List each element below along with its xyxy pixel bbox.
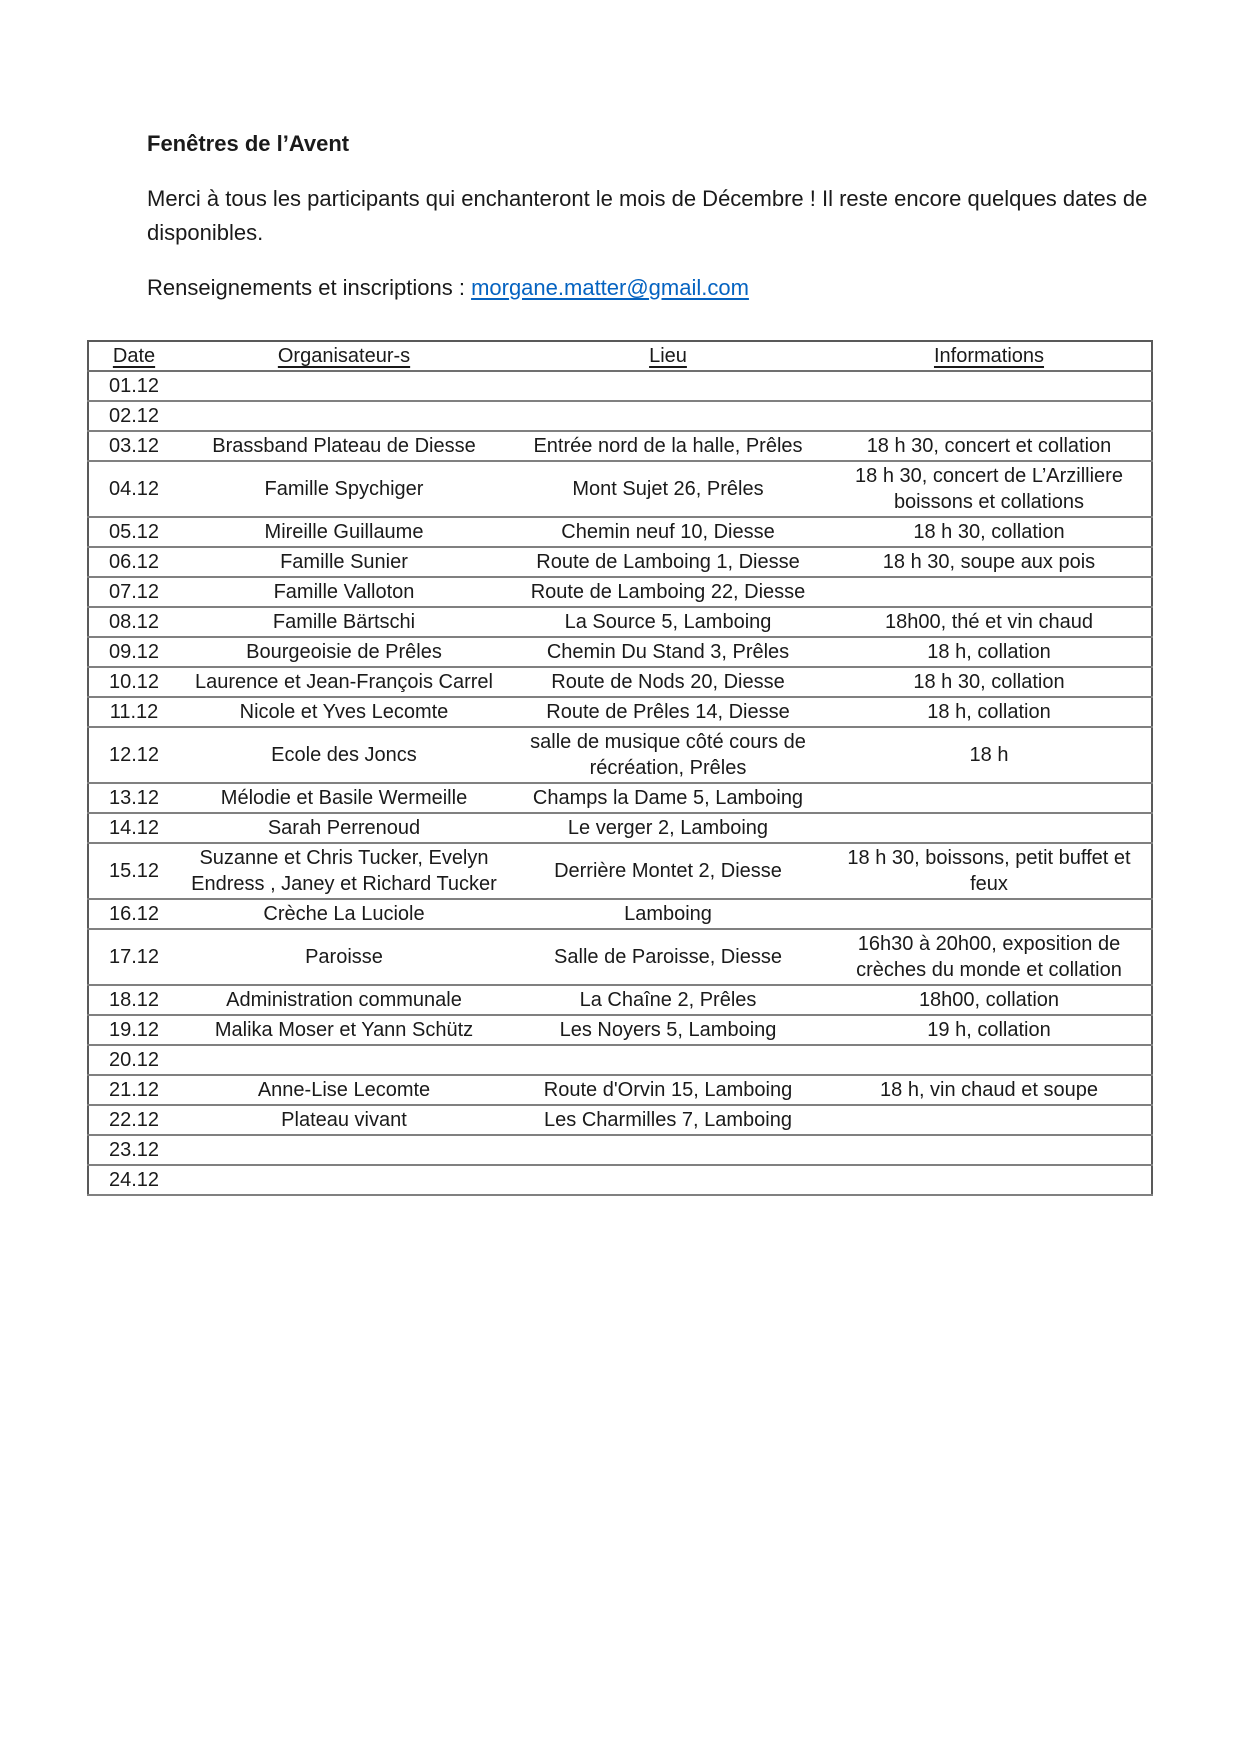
cell-organisateur: Sarah Perrenoud — [267, 817, 421, 839]
cell-informations: 16h30 à 20h00, exposition de crèches du monde et collation — [856, 933, 1122, 981]
table-row — [88, 843, 1152, 899]
cell-informations — [827, 1135, 1152, 1165]
table-row — [88, 371, 1152, 401]
cell-date: 21.12 — [108, 1079, 160, 1101]
cell-organisateur: Malika Moser et Yann Schütz — [214, 1019, 474, 1041]
cell-date: 20.12 — [108, 1049, 160, 1071]
cell-organisateur — [179, 1165, 509, 1195]
cell-informations — [827, 1105, 1152, 1135]
cell-organisateur: Suzanne et Chris Tucker, Evelyn Endress , Janey et Richard Tucker — [191, 847, 497, 895]
header-organisateur: Organisateur-s — [277, 345, 411, 367]
cell-date: 18.12 — [108, 989, 160, 1011]
cell-informations — [827, 813, 1152, 843]
cell-date: 04.12 — [108, 478, 160, 500]
cell-organisateur: Laurence et Jean-François Carrel — [195, 671, 493, 693]
cell-date: 24.12 — [108, 1169, 160, 1191]
cell-organisateur: Plateau vivant — [281, 1109, 407, 1131]
table-row — [88, 431, 1152, 461]
cell-date: 14.12 — [108, 817, 160, 839]
cell-organisateur: Mireille Guillaume — [264, 521, 424, 543]
cell-lieu: Route d'Orvin 15, Lamboing — [543, 1079, 793, 1101]
cell-lieu: Champs la Dame 5, Lamboing — [532, 787, 804, 809]
cell-date: 07.12 — [108, 581, 160, 603]
cell-informations: 19 h, collation — [927, 1019, 1051, 1041]
table-row — [88, 697, 1152, 727]
cell-organisateur — [179, 401, 509, 431]
cell-informations — [827, 1165, 1152, 1195]
cell-lieu: Route de Prêles 14, Diesse — [546, 701, 790, 723]
intro-paragraph: Merci à tous les participants qui enchanteront le mois de Décembre ! Il reste encore quelques dates de disponibles. — [147, 186, 1148, 245]
table-row — [88, 985, 1152, 1015]
cell-lieu — [509, 401, 827, 431]
cell-lieu: Lamboing — [624, 903, 712, 925]
cell-lieu: Route de Lamboing 1, Diesse — [536, 551, 800, 573]
cell-organisateur — [179, 1135, 509, 1165]
cell-informations: 18 h 30, boissons, petit buffet et feux — [847, 847, 1131, 895]
table-row — [88, 607, 1152, 637]
cell-organisateur: Mélodie et Basile Wermeille — [220, 787, 468, 809]
contact-label: Renseignements et inscriptions : — [147, 275, 472, 300]
cell-date: 19.12 — [108, 1019, 160, 1041]
cell-informations: 18 h 30, collation — [913, 521, 1065, 543]
cell-informations — [827, 899, 1152, 929]
cell-organisateur: Famille Bärtschi — [272, 611, 416, 633]
table-row — [88, 929, 1152, 985]
cell-lieu: La Source 5, Lamboing — [564, 611, 772, 633]
cell-date: 16.12 — [108, 903, 160, 925]
cell-informations: 18 h 30, soupe aux pois — [882, 551, 1096, 573]
cell-organisateur — [179, 371, 509, 401]
cell-organisateur: Famille Valloton — [273, 581, 415, 603]
cell-date: 01.12 — [108, 375, 160, 397]
cell-date: 17.12 — [108, 946, 160, 968]
cell-informations — [827, 783, 1152, 813]
cell-organisateur: Crèche La Luciole — [263, 903, 425, 925]
cell-informations: 18 h 30, concert de L’Arzilliere boissons et collations — [855, 465, 1123, 513]
table-row — [88, 547, 1152, 577]
cell-organisateur: Anne-Lise Lecomte — [257, 1079, 431, 1101]
contact-line — [147, 276, 1151, 300]
cell-lieu: Derrière Montet 2, Diesse — [554, 860, 782, 882]
cell-lieu: Chemin neuf 10, Diesse — [561, 521, 775, 543]
table-row — [88, 1045, 1152, 1075]
cell-date: 03.12 — [108, 435, 160, 457]
cell-organisateur: Paroisse — [305, 946, 383, 968]
header-lieu: Lieu — [649, 345, 687, 367]
cell-lieu: Chemin Du Stand 3, Prêles — [546, 641, 790, 663]
cell-informations — [827, 1045, 1152, 1075]
cell-organisateur: Famille Sunier — [280, 551, 408, 573]
cell-lieu: Entrée nord de la halle, Prêles — [533, 435, 803, 457]
header-date: Date — [112, 345, 156, 367]
cell-date: 09.12 — [108, 641, 160, 663]
cell-informations — [827, 371, 1152, 401]
cell-organisateur: Administration communale — [226, 989, 462, 1011]
cell-organisateur: Bourgeoisie de Prêles — [246, 641, 442, 663]
contact-email-link[interactable]: morgane.matter@gmail.com — [471, 275, 749, 300]
cell-informations: 18h00, thé et vin chaud — [885, 611, 1093, 633]
cell-date: 15.12 — [108, 860, 160, 882]
cell-lieu: Mont Sujet 26, Prêles — [572, 478, 764, 500]
cell-date: 13.12 — [108, 787, 160, 809]
cell-lieu: Le verger 2, Lamboing — [567, 817, 769, 839]
cell-informations: 18 h 30, concert et collation — [866, 435, 1112, 457]
cell-date: 02.12 — [108, 405, 160, 427]
table-row — [88, 667, 1152, 697]
table-row — [88, 1105, 1152, 1135]
cell-date: 08.12 — [108, 611, 160, 633]
header-informations: Informations — [933, 345, 1045, 367]
cell-organisateur: Nicole et Yves Lecomte — [239, 701, 449, 723]
advent-schedule-table — [87, 340, 1153, 1196]
cell-lieu: salle de musique côté cours de récréation, Prêles — [530, 731, 806, 779]
cell-lieu: Les Noyers 5, Lamboing — [559, 1019, 777, 1041]
cell-lieu: Route de Nods 20, Diesse — [551, 671, 785, 693]
cell-organisateur: Ecole des Joncs — [271, 744, 417, 766]
cell-lieu — [509, 1045, 827, 1075]
cell-informations: 18h00, collation — [918, 989, 1060, 1011]
table-row — [88, 577, 1152, 607]
table-row — [88, 1135, 1152, 1165]
cell-lieu: Route de Lamboing 22, Diesse — [530, 581, 806, 603]
cell-date: 06.12 — [108, 551, 160, 573]
cell-date: 12.12 — [108, 744, 160, 766]
cell-date: 11.12 — [109, 701, 159, 723]
cell-lieu — [509, 1135, 827, 1165]
cell-informations: 18 h 30, collation — [913, 671, 1065, 693]
cell-organisateur: Famille Spychiger — [264, 478, 424, 500]
cell-lieu: Salle de Paroisse, Diesse — [554, 946, 782, 968]
table-row — [88, 899, 1152, 929]
cell-date: 22.12 — [108, 1109, 160, 1131]
table-row — [88, 1015, 1152, 1045]
cell-lieu: La Chaîne 2, Prêles — [579, 989, 757, 1011]
cell-informations — [827, 577, 1152, 607]
cell-informations: 18 h, vin chaud et soupe — [880, 1079, 1098, 1101]
page-title: Fenêtres de l’Avent — [147, 131, 350, 156]
cell-date: 10.12 — [108, 671, 160, 693]
table-body — [88, 371, 1152, 1195]
cell-informations — [827, 401, 1152, 431]
cell-organisateur: Brassband Plateau de Diesse — [212, 435, 476, 457]
cell-informations: 18 h, collation — [927, 701, 1051, 723]
cell-date: 23.12 — [108, 1139, 160, 1161]
table-row — [88, 727, 1152, 783]
table-row — [88, 1075, 1152, 1105]
cell-lieu: Les Charmilles 7, Lamboing — [544, 1109, 792, 1131]
table-row — [88, 401, 1152, 431]
table-row — [88, 783, 1152, 813]
cell-informations: 18 h — [969, 744, 1009, 766]
table-row — [88, 517, 1152, 547]
cell-lieu — [509, 1165, 827, 1195]
table-row — [88, 813, 1152, 843]
cell-organisateur — [179, 1045, 509, 1075]
cell-lieu — [509, 371, 827, 401]
cell-date: 05.12 — [108, 521, 160, 543]
cell-informations: 18 h, collation — [927, 641, 1051, 663]
table-row — [88, 1165, 1152, 1195]
table-header-row — [88, 341, 1152, 371]
table-row — [88, 461, 1152, 517]
table-row — [88, 637, 1152, 667]
